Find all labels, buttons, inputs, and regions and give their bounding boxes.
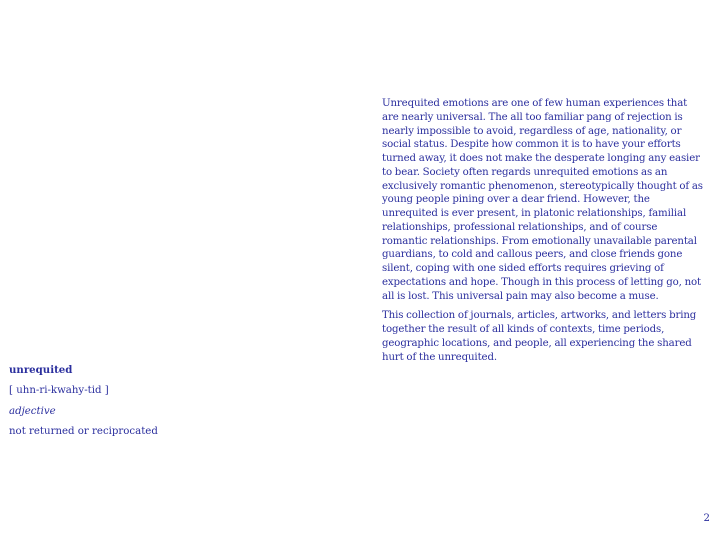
definition-meaning: not returned or reciprocated [9, 426, 158, 438]
dictionary-definition [9, 363, 269, 446]
definition-word: unrequited [9, 364, 73, 376]
definition-pronunciation: [ uhn-ri-kwahy-tid ] [9, 384, 109, 396]
page-number: 2 [703, 513, 710, 524]
essay-paragraph-2: This collection of journals, articles, artworks, and letters bring together the result of all kinds of contexts, time periods, geographic locations, and people, all experiencing the shared hurt of the unrequited. [382, 310, 697, 363]
definition-part-of-speech: adjective [9, 405, 56, 417]
essay-text [382, 97, 704, 370]
essay-paragraph-1: Unrequited emotions are one of few human experiences that are nearly universal. The all too familiar pang of rejection is nearly impossible to avoid, regardless of age, nationality, or social status. Despite how common it is to have your efforts turned away, it does not make the desperate longing any easier to bear. Society often regards unrequited emotions as an exclusively romantic phenomenon, stereotypically thought of as young people pining over a dear friend. However, the unrequited is ever present, in platonic relationships, familial relationships, professional relationships, and of course romantic relationships. From emotionally unavailable parental guardians, to cold and callous peers, and close friends gone silent, coping with one sided efforts requires grieving of expectations and hope. Though in this process of letting go, not all is lost. This universal pain may also become a muse. [382, 98, 703, 302]
